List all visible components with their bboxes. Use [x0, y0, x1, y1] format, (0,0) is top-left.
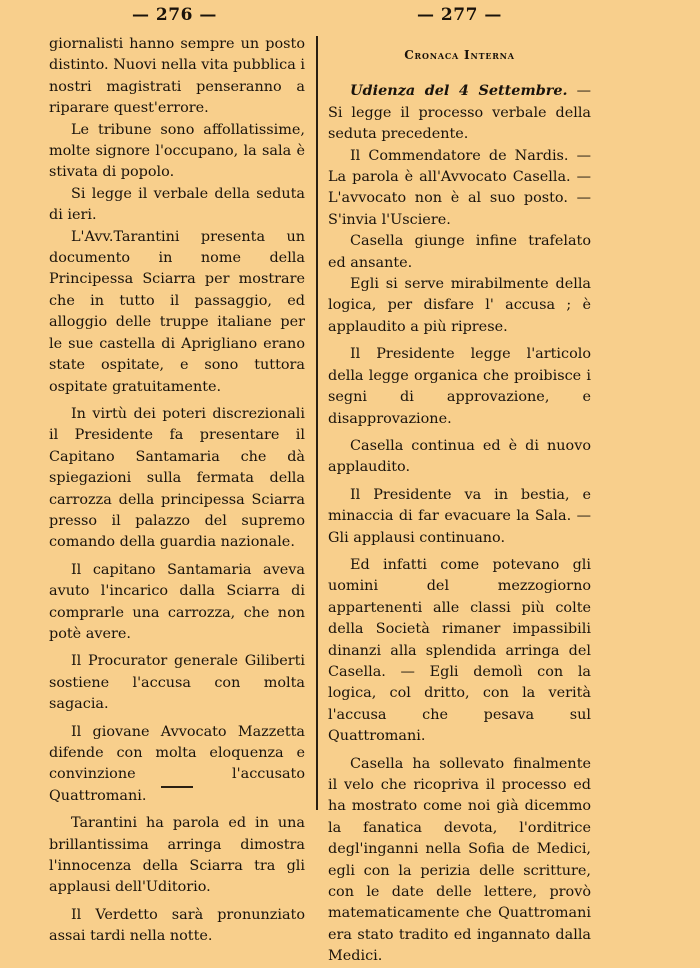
paragraph: Casella continua ed è di nuovo applaudito.: [328, 437, 591, 476]
paragraph: Il capitano Santamaria aveva avuto l'incarico dalla Sciarra di comprarle una carrozza, che non potè avere.: [49, 561, 305, 642]
column-divider: [316, 36, 318, 810]
paragraph: giornalisti hanno sempre un posto distinto. Nuovi nella vita pubblica i nostri magistrati penseranno a riparare quest'errore.: [49, 36, 305, 117]
paragraph: Tarantini ha parola ed in una brillantissima arringa dimostra l'innocenza della Sciarra tra gli applausi dell'Uditorio.: [49, 815, 305, 896]
paragraph: In virtù dei poteri discrezionali il Presidente fa presentare il Capitano Santamaria che dà spiegazioni sulla fermata della carrozza della principessa Sciarra presso il palazzo del supremo comando della guardia nazionale.: [49, 405, 305, 551]
paragraph: Ed infatti come potevano gli uomini del mezzogiorno appartenenti alle classi più colte della Società rimaner impassibili dinanzi alla splendida arringa del Casella. — Egli demolì con la logica, col dritto, con la verità l'accusa che pesava sul Quattromani.: [328, 556, 591, 745]
paragraph: Casella giunge infine trafelato ed ansante.: [328, 233, 591, 271]
right-column: [328, 34, 591, 968]
session-date-lead: Udienza del 4 Settembre.: [350, 82, 568, 100]
paragraph: Il Presidente va in bestia, e minaccia di far evacuare la Sala. — Gli applausi continuano.: [328, 486, 591, 546]
paragraph: Il Procurator generale Giliberti sostiene l'accusa con molta sagacia.: [49, 653, 305, 713]
paragraph: Il Verdetto sarà pronunziato assai tardi nella notte.: [49, 906, 305, 945]
paragraph: Casella ha sollevato finalmente il velo che ricopriva il processo ed ha mostrato come noi già dicemmo la fanatica devota, l'orditrice degl'inganni nella Sofia de Medici, egli con la perizia delle scritture, con le date delle lettere, provò matematicamente che Quattromani era stato tradito ed ingannato dalla Medici.: [328, 755, 591, 965]
paragraph: Il giovane Avvocato Mazzetta difende con molta eloquenza e convinzione l'accusato Quattromani.: [49, 723, 305, 804]
paragraph: [328, 80, 591, 145]
end-rule: [161, 786, 193, 788]
paragraph: Le tribune sono affollatissime, molte signore l'occupano, la sala è stivata di popolo.: [49, 121, 305, 181]
left-column: [49, 34, 305, 948]
page-number-right: — 277 —: [417, 5, 502, 25]
section-heading: Cronaca Interna: [404, 48, 515, 62]
page-number-left: — 276 —: [132, 5, 217, 25]
paragraph: L'Avv.Tarantini presenta un documento in nome della Principessa Sciarra per mostrare che in tutto il passaggio, ed alloggio delle truppe italiane per le sue castella di Aprigliano erano state ospitate, e sono tuttora ospitate gratuitamente.: [49, 228, 305, 395]
paragraph: Si legge il verbale della seduta di ieri.: [49, 185, 305, 224]
paragraph-text: — Si legge il processo verbale della seduta precedente.: [328, 83, 591, 143]
paragraph: Il Presidente legge l'articolo della legge organica che proibisce i segni di approvazione, e disapprovazione.: [328, 346, 591, 427]
paragraph: Egli si serve mirabilmente della logica, per disfare l' accusa ; è applaudito a più riprese.: [328, 276, 591, 335]
paragraph: Il Commendatore de Nardis. — La parola è all'Avvocato Casella. — L'avvocato non è al suo posto. — S'invia l'Usciere.: [328, 147, 591, 228]
